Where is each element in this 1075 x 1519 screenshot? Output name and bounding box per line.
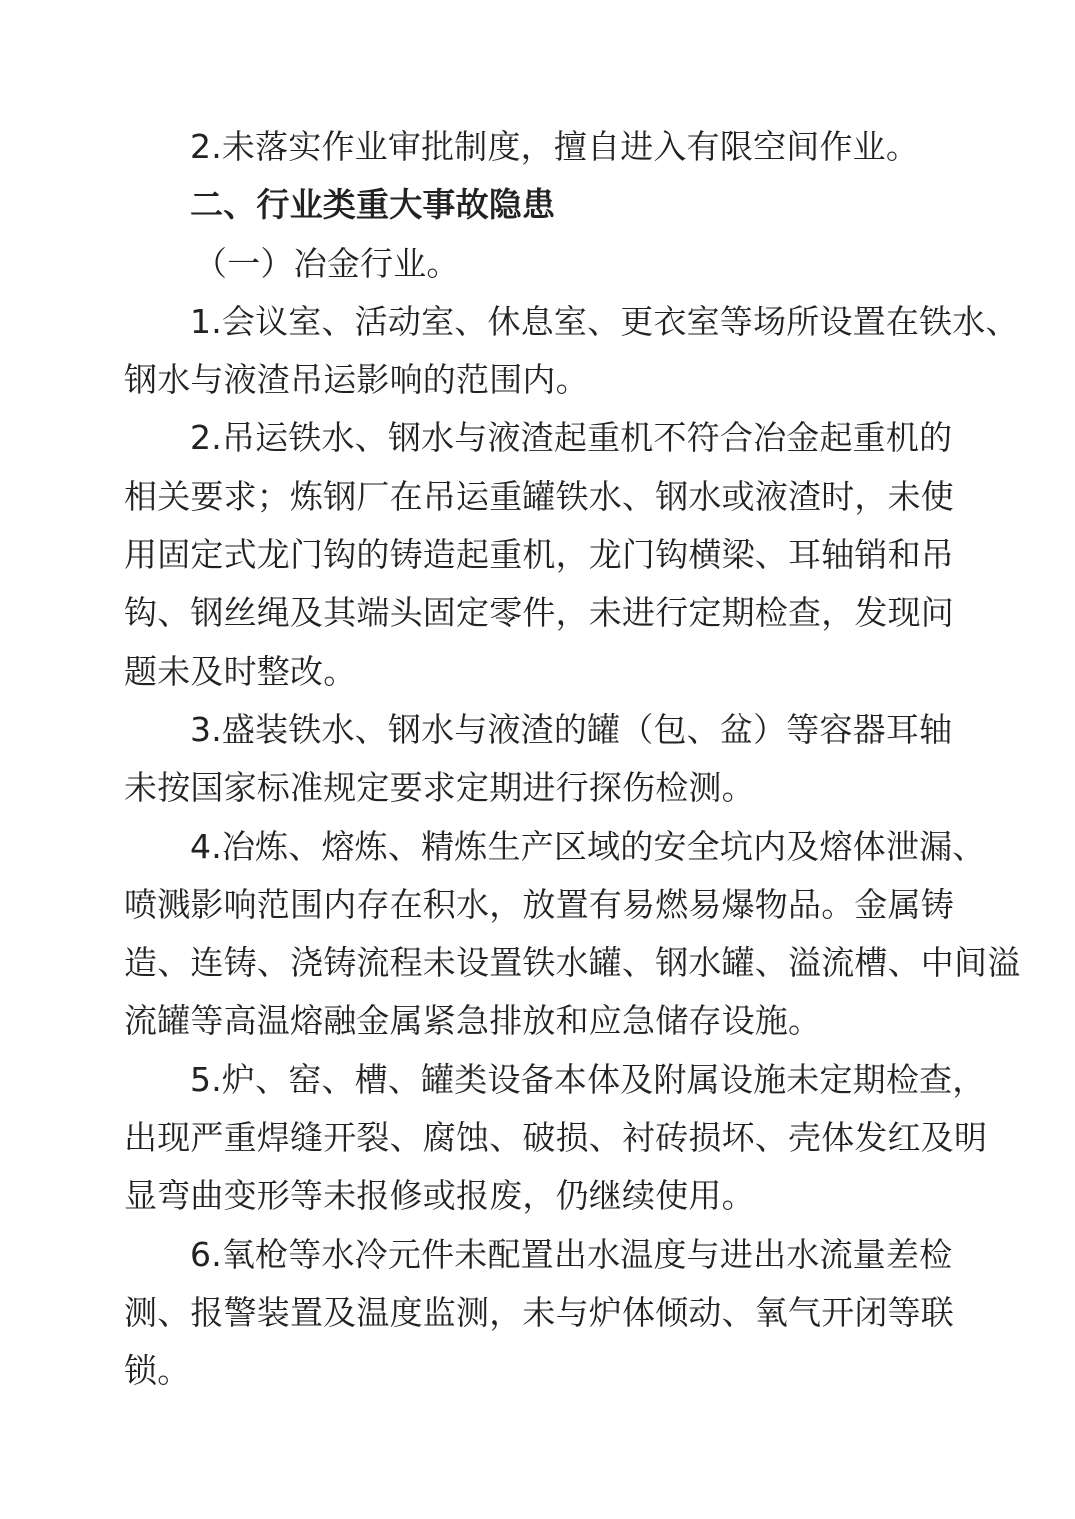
document-body xyxy=(124,118,1021,1401)
paragraph-line: 造、连铸、浇铸流程未设置铁水罐、钢水罐、溢流槽、中间溢 xyxy=(124,943,1021,983)
paragraph-line: 钩、钢丝绳及其端头固定零件，未进行定期检查，发现问 xyxy=(124,593,954,633)
paragraph-line: 题未及时整改。 xyxy=(124,651,357,691)
paragraph-line: 4.冶炼、熔炼、精炼生产区域的安全坑内及熔体泄漏、 xyxy=(190,826,986,866)
paragraph-line: 测、报警装置及温度监测，未与炉体倾动、氧气开闭等联 xyxy=(124,1292,954,1332)
paragraph-line: 3.盛装铁水、钢水与液渣的罐（包、盆）等容器耳轴 xyxy=(190,709,953,749)
paragraph-line: 用固定式龙门钩的铸造起重机，龙门钩横梁、耳轴销和吊 xyxy=(124,535,954,575)
paragraph-line: 显弯曲变形等未报修或报废，仍继续使用。 xyxy=(124,1176,755,1216)
paragraph-line: 2.未落实作业审批制度，擅自进入有限空间作业。 xyxy=(190,127,920,166)
paragraph-line: 相关要求；炼钢厂在吊运重罐铁水、钢水或液渣时，未使 xyxy=(124,476,954,516)
paragraph-line: 1.会议室、活动室、休息室、更衣室等场所设置在铁水、 xyxy=(190,301,1019,341)
paragraph-line: 锁。 xyxy=(124,1351,191,1391)
paragraph-line: 出现严重焊缝开裂、腐蚀、破损、衬砖损坏、壳体发红及明 xyxy=(124,1118,988,1158)
paragraph-line: 未按国家标准规定要求定期进行探伤检测。 xyxy=(124,768,755,808)
paragraph-line: 2.吊运铁水、钢水与液渣起重机不符合冶金起重机的 xyxy=(190,418,953,458)
paragraph-line: 钢水与液渣吊运影响的范围内。 xyxy=(124,360,589,400)
paragraph-line: 5.炉、窑、槽、罐类设备本体及附属设施未定期检查， xyxy=(190,1059,986,1099)
section-heading: 二、行业类重大事故隐患 xyxy=(190,185,556,225)
subsection-heading: （一）冶金行业。 xyxy=(194,243,460,283)
paragraph-line: 6.氧枪等水冷元件未配置出水温度与进出水流量差检 xyxy=(190,1234,953,1274)
paragraph-line: 喷溅影响范围内存在积水，放置有易燃易爆物品。金属铸 xyxy=(124,884,954,924)
paragraph-line: 流罐等高温熔融金属紧急排放和应急储存设施。 xyxy=(124,1001,822,1041)
